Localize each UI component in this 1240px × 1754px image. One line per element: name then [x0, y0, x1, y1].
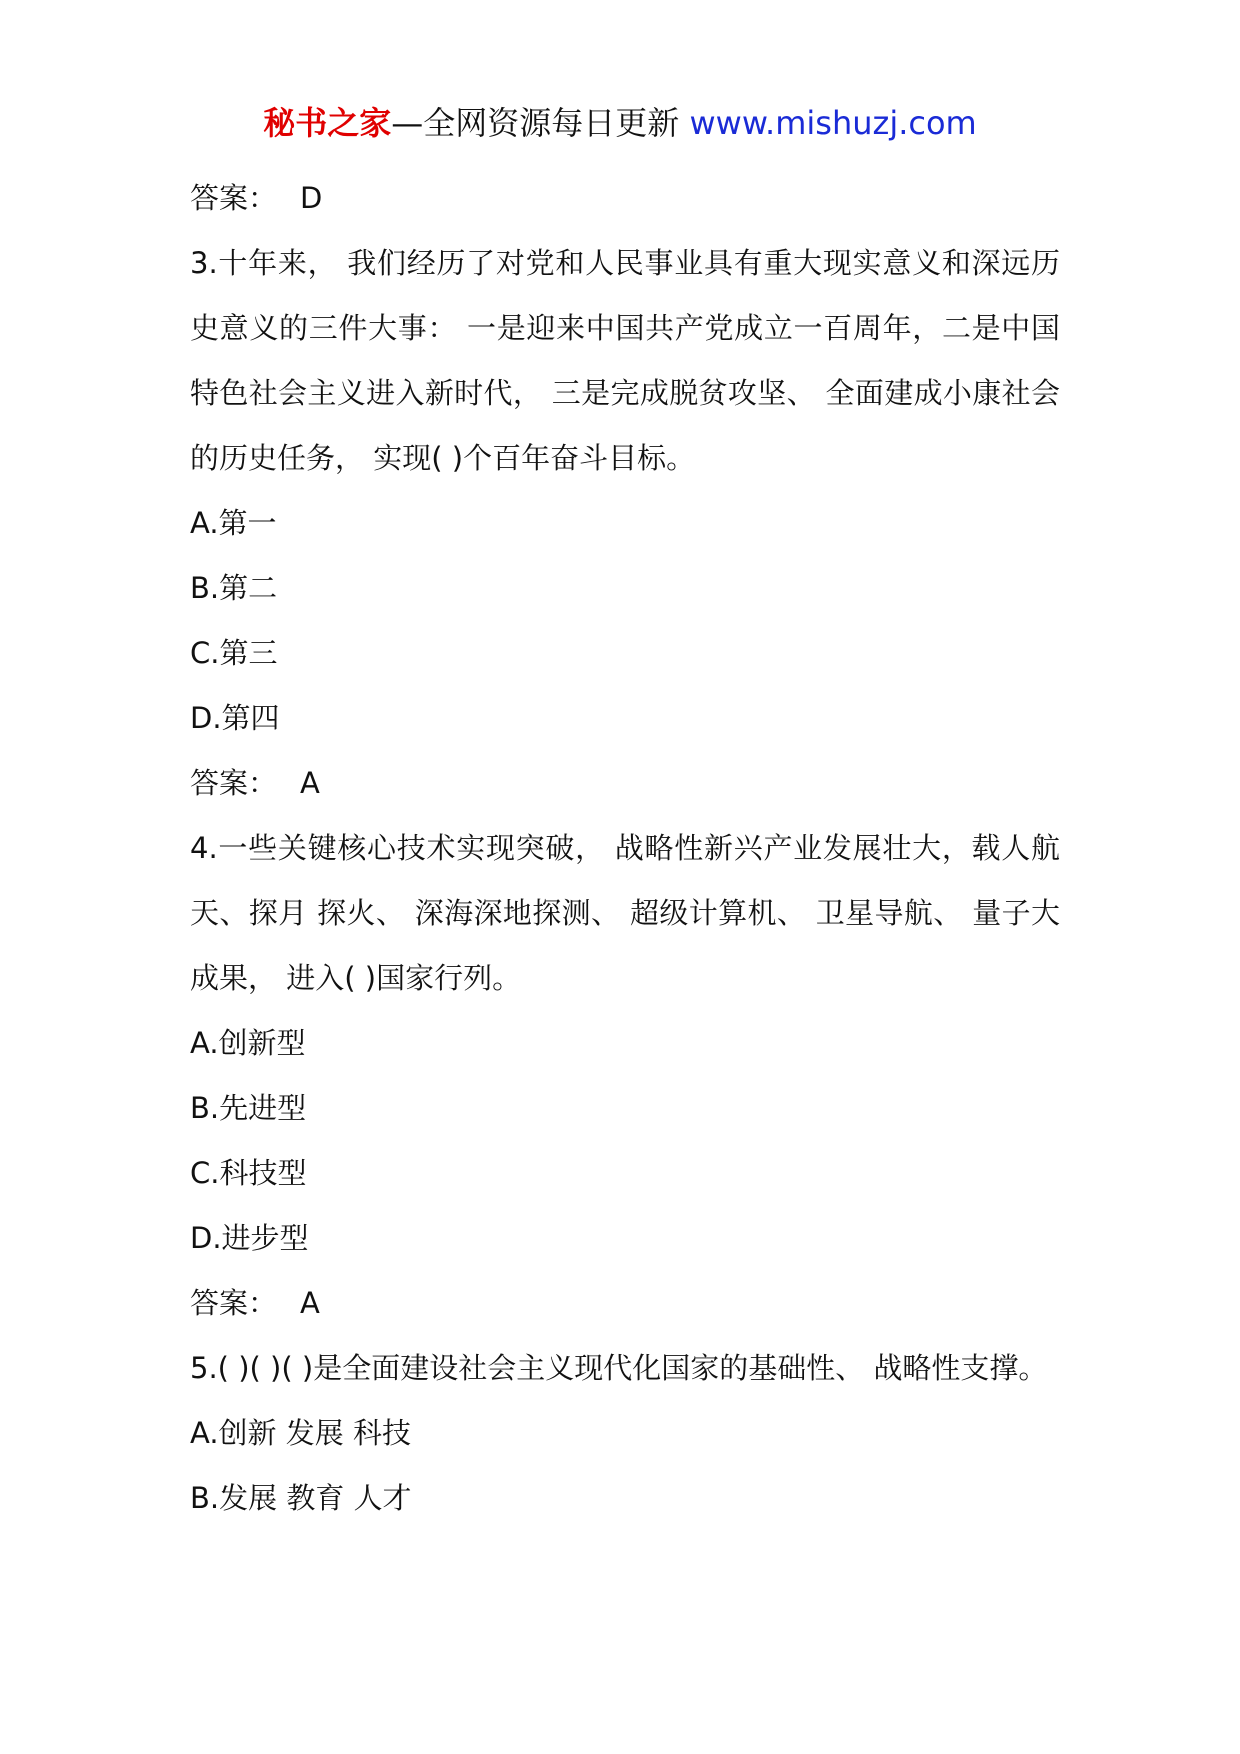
answer-label: 答案： [190, 766, 278, 800]
option-d: D.进步型 [190, 1221, 309, 1255]
answer-line [190, 751, 1060, 816]
prev-answer-line [190, 166, 1060, 231]
option-b: B.发展 教育 人才 [190, 1481, 412, 1515]
option-c: C.科技型 [190, 1156, 307, 1190]
question-text: 3.十年来， 我们经历了对党和人民事业具有重大现实意义和深远历史意义的三件大事： 一是迎来中国共产党成立一百周年，二是中国特色社会主义进入新时代， 三是完成脱贫攻坚、 全面建成小康社会的历史任务， 实现( )个百年奋斗目标。 [190, 246, 1060, 475]
document-body [190, 166, 1060, 1531]
option-b: B.第二 [190, 571, 278, 605]
answer-label: 答案： [190, 181, 278, 215]
answer-line [190, 1271, 1060, 1336]
answer-value: D [300, 181, 323, 215]
option-a: A.创新 发展 科技 [190, 1416, 411, 1450]
option-c: C.第三 [190, 636, 278, 670]
answer-label: 答案： [190, 1286, 278, 1320]
answer-value: A [300, 766, 320, 800]
option-d: D.第四 [190, 701, 280, 735]
answer-value: A [300, 1286, 320, 1320]
question-text: 5.( )( )( )是全面建设社会主义现代化国家的基础性、 战略性支撑。 [190, 1351, 1048, 1385]
header-tagline: —全网资源每日更新 [391, 104, 680, 142]
option-a: A.第一 [190, 506, 277, 540]
option-b: B.先进型 [190, 1091, 307, 1125]
site-header [0, 100, 1240, 146]
question-text: 4.一些关键核心技术实现突破， 战略性新兴产业发展壮大，载人航天、探月 探火、 深海深地探测、 超级计算机、 卫星导航、 量子大成果， 进入( )国家行列。 [190, 831, 1060, 995]
option-a: A.创新型 [190, 1026, 306, 1060]
brand-name: 秘书之家 [263, 104, 392, 142]
site-url[interactable]: www.mishuzj.com [689, 104, 977, 142]
